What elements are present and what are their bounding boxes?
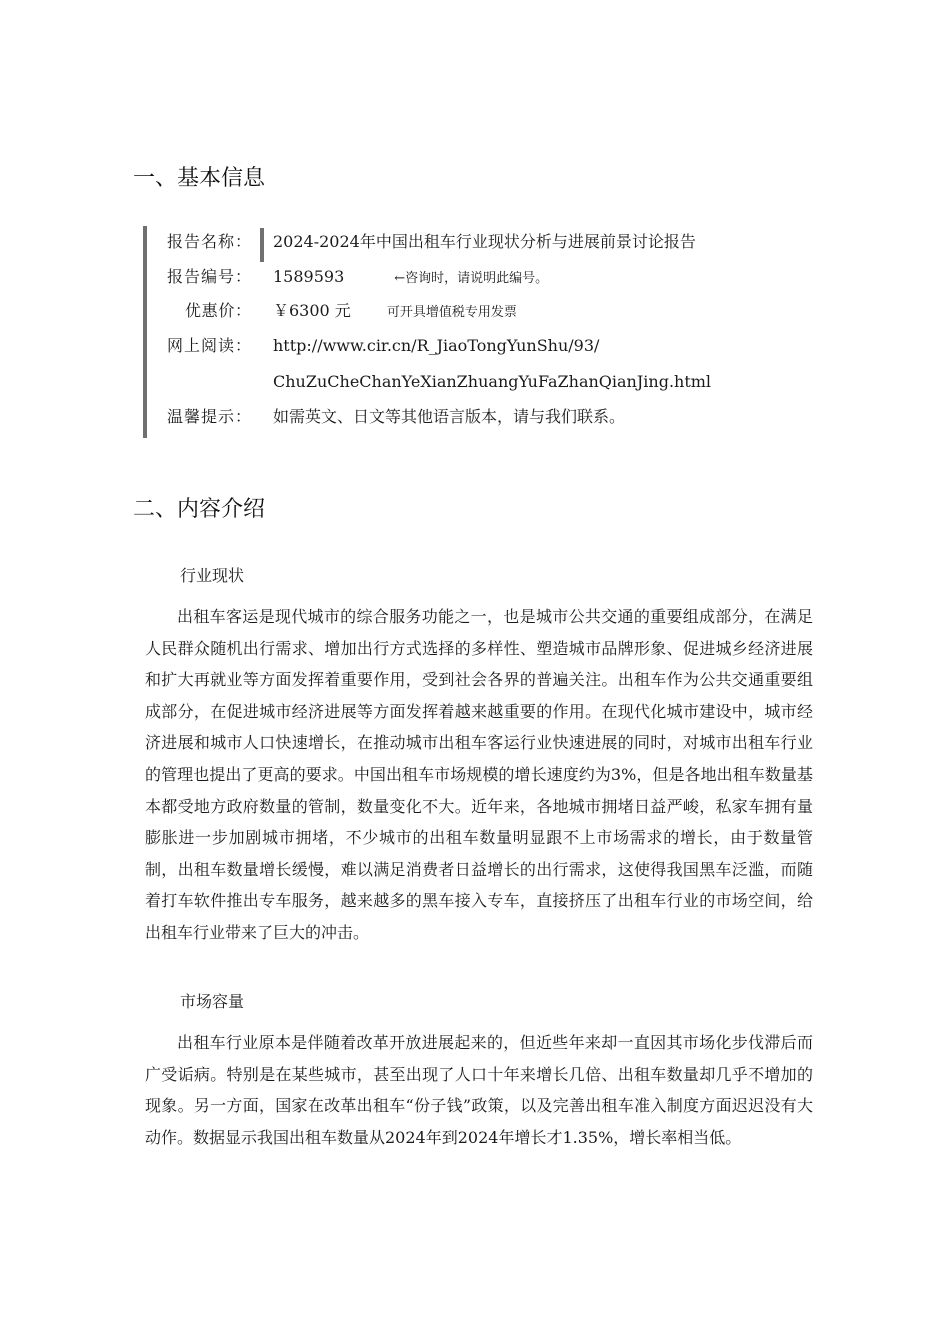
subheading-industry-status: 行业现状 [180, 566, 245, 585]
url-line-1[interactable]: http://www.cir.cn/R_JiaoTongYunShu/93/ [273, 336, 600, 355]
report-name-label: 报告名称： [167, 232, 251, 251]
price-label: 优惠价： [185, 301, 251, 320]
report-number-value [273, 265, 548, 291]
basic-info-box [143, 226, 787, 438]
subheading-market-capacity: 市场容量 [180, 992, 245, 1011]
report-number-label: 报告编号： [167, 267, 251, 286]
price: ￥6300 元 [273, 301, 351, 320]
value-divider-bar [260, 228, 264, 262]
section-heading-content-intro: 二、内容介绍 [133, 497, 266, 522]
paragraph-industry-status: 出租车客运是现代城市的综合服务功能之一，也是城市公共交通的重要组成部分，在满足人民群众随机出行需求、增加出行方式选择的多样性、塑造城市品牌形象、促进城乡经济进展和扩大再就业等方面发挥着重要作用，受到社会各界的普遍关注。出租车作为公共交通重要组成部分，在促进城市经济进展等方面发挥着越来越重要的作用。在现代化城市建设中，城市经济进展和城市人口快速增长，在推动城市出租车客运行业快速进展的同时，对城市出租车行业的管理也提出了更高的要求。中国出租车市场规模的增长速度约为3%，但是各地出租车数量基本都受地方政府数量的管制，数量变化不大。近年来，各地城市拥堵日益严峻，私家车拥有量膨胀进一步加剧城市拥堵，不少城市的出租车数量明显跟不上市场需求的增长，由于数量管制，出租车数量增长缓慢，难以满足消费者日益增长的出行需求，这使得我国黑车泛滥，而随着打车软件推出专车服务，越来越多的黑车接入专车，直接挤压了出租车行业的市场空间，给出租车行业带来了巨大的冲击。 [145, 607, 813, 942]
tip-value: 如需英文、日文等其他语言版本，请与我们联系。 [273, 407, 626, 426]
url-line-2[interactable]: ChuZuCheChanYeXianZhuangYuFaZhanQianJing.html [273, 372, 712, 391]
report-name-value: 2024-2024年中国出租车行业现状分析与进展前景讨论报告 [273, 232, 696, 251]
report-number: 1589593 [273, 267, 345, 286]
section-heading-basic-info: 一、基本信息 [133, 166, 266, 191]
price-note: 可开具增值税专用发票 [386, 305, 517, 320]
price-value [273, 299, 517, 325]
tip-label: 温馨提示： [167, 407, 251, 426]
online-label: 网上阅读： [167, 336, 251, 355]
report-number-note: ←咨询时，请说明此编号。 [394, 271, 549, 286]
paragraph-market-capacity: 出租车行业原本是伴随着改革开放进展起来的，但近些年来却一直因其市场化步伐滞后而广受诟病。特别是在某些城市，甚至出现了人口十年来增长几倍、出租车数量却几乎不增加的现象。另一方面，国家在改革出租车“份子钱”政策，以及完善出租车准入制度方面迟迟没有大动作。数据显示我国出租车数量从2024年到2024年增长才1.35%，增长率相当低。 [145, 1033, 813, 1147]
